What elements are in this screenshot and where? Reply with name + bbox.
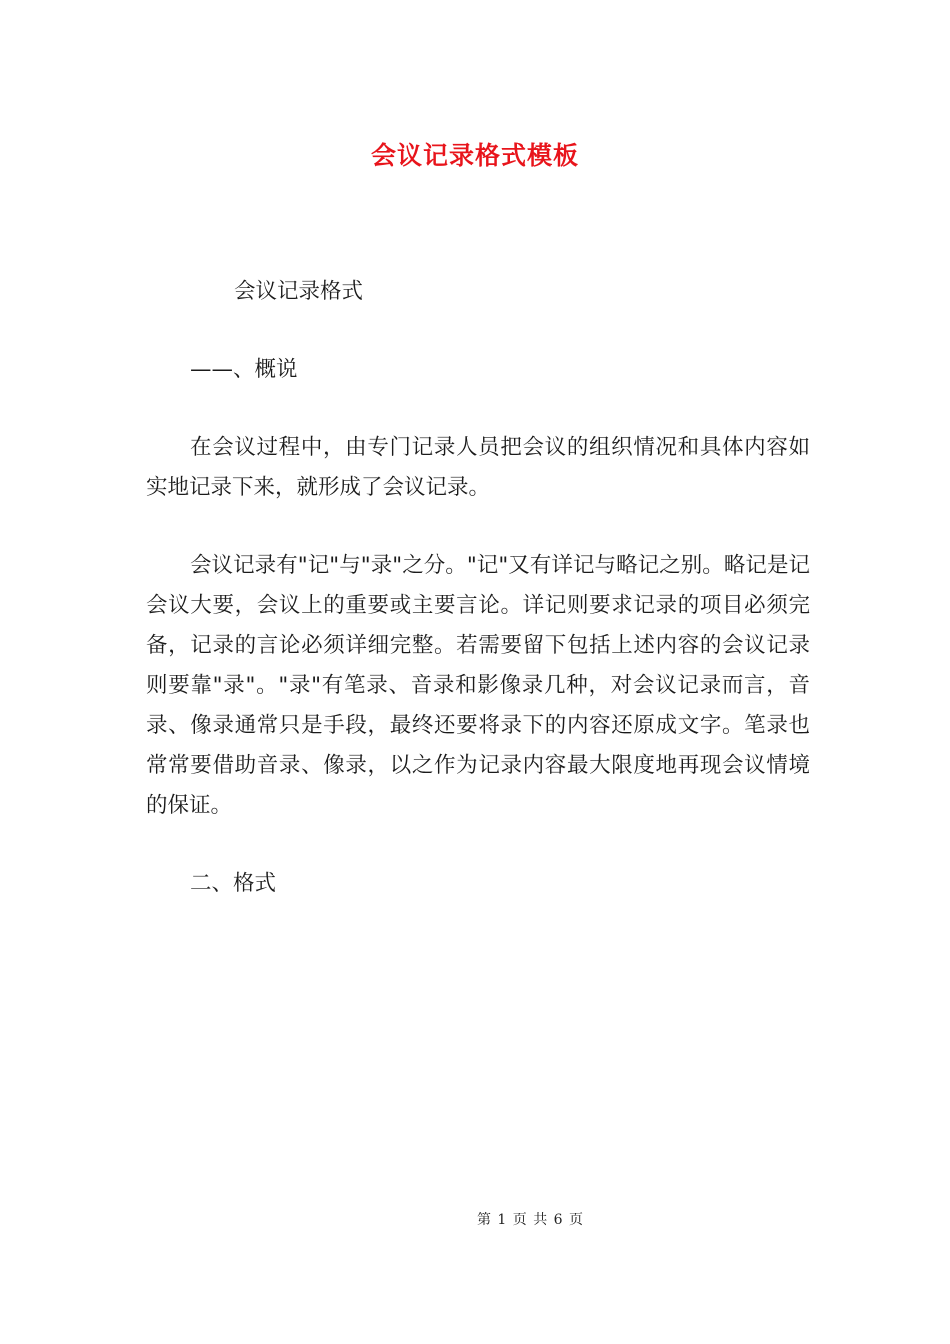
section-heading-overview: ——、概说 [190, 357, 298, 382]
page-number-footer: 第 1 页 共 6 页 [476, 1212, 584, 1228]
document-title: 会议记录格式模板 [370, 141, 579, 170]
body-paragraph: 会议记录有"记"与"录"之分。"记"又有详记与略记之别。略记是记会议大要，会议上的重要或主要言论。详记则要求记录的项目必须完备，记录的言论必须详细完整。若需要留下包括上述内容的会议记录则要靠"录"。"录"有笔录、音录和影像录几种，对会议记录而言，音录、像录通常只是手段，最终还要将录下的内容还原成文字。笔录也常常要借助音录、像录，以之作为记录内容最大限度地再现会议情境的保证。 [146, 553, 810, 818]
section-heading-format: 二、格式 [190, 871, 277, 896]
subtitle-paragraph: 会议记录格式 [234, 279, 364, 304]
document-body [146, 272, 810, 942]
body-paragraph: 在会议过程中，由专门记录人员把会议的组织情况和具体内容如实地记录下来，就形成了会议记录。 [146, 435, 810, 500]
